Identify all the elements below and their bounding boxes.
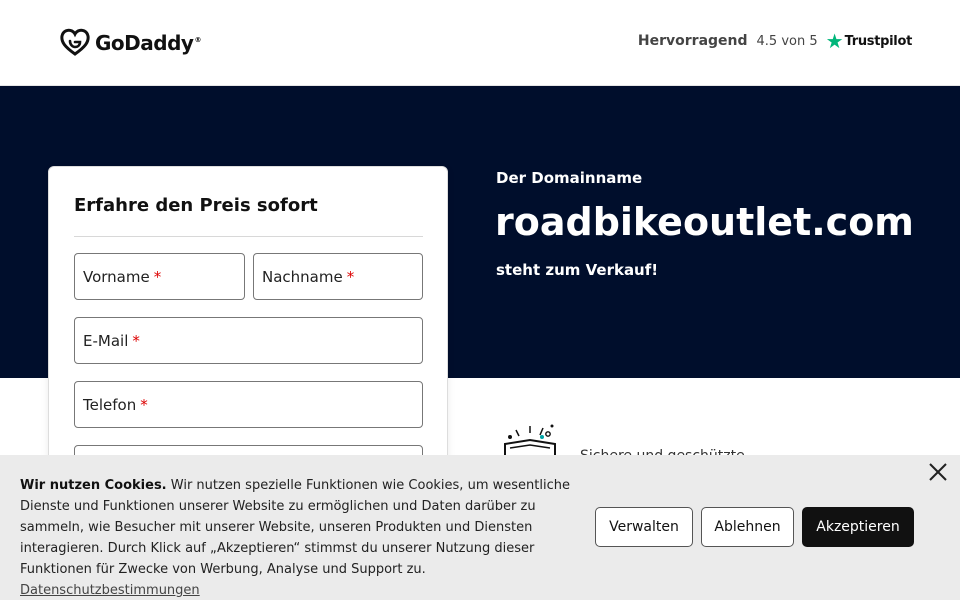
trustpilot-logo — [826, 31, 912, 51]
rating-word: Hervorragend — [637, 33, 748, 49]
phone-field[interactable] — [74, 381, 423, 428]
trustpilot-rating[interactable] — [638, 31, 912, 51]
form-title: Erfahre den Preis sofort — [74, 195, 318, 216]
last-name-field[interactable] — [253, 253, 423, 300]
rating-score: 4.5 von 5 — [756, 33, 818, 49]
cookie-heading: Wir nutzen Cookies. — [20, 478, 167, 493]
email-field[interactable] — [74, 317, 423, 364]
first-name-field[interactable] — [74, 253, 245, 300]
privacy-policy-link[interactable]: Datenschutzbestimmungen — [20, 583, 200, 598]
decline-cookies-button[interactable]: Ablehnen — [701, 507, 794, 547]
required-mark: * — [132, 331, 140, 350]
email-label: E-Mail * — [83, 331, 140, 350]
trustpilot-star-icon: ★ — [825, 29, 844, 53]
manage-cookies-button[interactable]: Verwalten — [595, 507, 693, 547]
required-mark: * — [153, 267, 162, 286]
cookie-message — [20, 475, 592, 600]
cookie-body: Wir nutzen spezielle Funktionen wie Cookies, um wesentliche Dienste und Funktionen unserer Website zu ermöglichen und Daten darüber zu sammeln, wie Besucher mit unserer Website, unseren Produkten und Diensten interagieren. Durch Klick auf „Akzeptieren“ stimmst du unserer Nutzung dieser Funktionen für Zwecke von Werbung, Analyse und Support zu. — [20, 478, 570, 577]
first-name-label: Vorname * — [83, 267, 162, 286]
godaddy-logo[interactable] — [59, 28, 201, 57]
domain-name: roadbikeoutlet.com — [495, 200, 914, 244]
trustpilot-wordmark: Trustpilot — [844, 33, 912, 49]
last-name-label: Nachname * — [262, 267, 355, 286]
godaddy-heart-icon — [59, 28, 91, 57]
phone-label: Telefon * — [83, 395, 148, 414]
close-icon[interactable] — [928, 462, 948, 482]
domain-label: Der Domainname — [496, 169, 643, 187]
cookie-banner — [0, 455, 960, 600]
site-header — [0, 0, 960, 86]
form-divider — [74, 236, 423, 237]
accept-cookies-button[interactable]: Akzeptieren — [802, 507, 914, 547]
godaddy-wordmark: GoDaddy® — [95, 30, 201, 55]
required-mark: * — [140, 395, 148, 414]
sale-text: steht zum Verkauf! — [496, 261, 659, 279]
required-mark: * — [346, 267, 355, 286]
